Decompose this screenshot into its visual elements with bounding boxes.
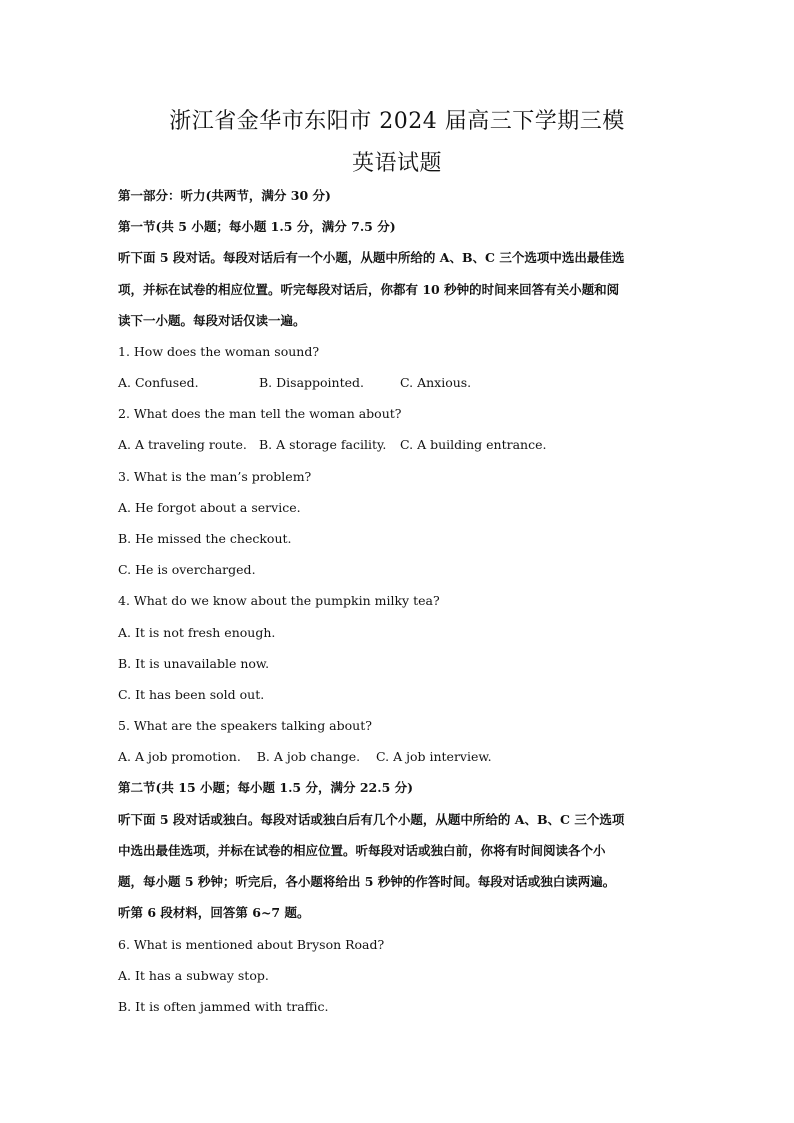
material-6-heading: 听第 6 段材料，回答第 6~7 题。	[118, 905, 310, 920]
section1-instructions-line1: 听下面 5 段对话。每段对话后有一个小题，从题中所给的 A、B、C 三个选项中选出最佳选	[118, 250, 625, 265]
section2-instructions-line1: 听下面 5 段对话或独白。每段对话或独白后有几个小题，从题中所给的 A、B、C 三个选项	[118, 812, 625, 827]
question-6-stem: 6. What is mentioned about Bryson Road?	[118, 937, 385, 952]
question-1-option-c: C. Anxious.	[400, 375, 472, 390]
question-4-option-c: C. It has been sold out.	[118, 687, 265, 702]
section2-heading: 第二节(共 15 小题；每小题 1.5 分，满分 22.5 分)	[118, 780, 414, 795]
question-1-option-a: A. Confused.	[118, 375, 199, 390]
question-4-stem: 4. What do we know about the pumpkin milky tea?	[118, 593, 440, 608]
question-6-option-b: B. It is often jammed with traffic.	[118, 999, 329, 1014]
section2-instructions-line3: 题，每小题 5 秒钟；听完后，各小题将给出 5 秒钟的作答时间。每段对话或独白读两遍。	[118, 874, 616, 889]
question-3-option-a: A. He forgot about a service.	[118, 500, 301, 515]
question-3-stem: 3. What is the man’s problem?	[118, 469, 312, 484]
section1-instructions-line3: 读下一小题。每段对话仅读一遍。	[118, 313, 306, 328]
question-1-stem: 1. How does the woman sound?	[118, 344, 320, 359]
question-3-option-b: B. He missed the checkout.	[118, 531, 292, 546]
question-6-option-a: A. It has a subway stop.	[118, 968, 269, 983]
question-2-stem: 2. What does the man tell the woman about?	[118, 406, 402, 421]
question-2-option-a: A. A traveling route.	[118, 437, 247, 452]
part1-heading: 第一部分：听力(共两节，满分 30 分)	[118, 188, 331, 203]
section2-instructions-line2: 中选出最佳选项，并标在试卷的相应位置。听每段对话或独白前，你将有时间阅读各个小	[118, 843, 606, 858]
question-5-options: A. A job promotion. B. A job change. C. A job interview.	[118, 749, 492, 764]
exam-subtitle: 英语试题	[351, 151, 442, 176]
question-2-option-b: B. A storage facility.	[259, 437, 387, 452]
section1-instructions-line2: 项，并标在试卷的相应位置。听完每段对话后，你都有 10 秒钟的时间来回答有关小题和阅	[118, 282, 620, 297]
question-4-option-a: A. It is not fresh enough.	[118, 625, 276, 640]
question-4-option-b: B. It is unavailable now.	[118, 656, 270, 671]
section1-heading: 第一节(共 5 小题；每小题 1.5 分，满分 7.5 分)	[118, 219, 396, 234]
question-2-option-c: C. A building entrance.	[400, 437, 547, 452]
question-3-option-c: C. He is overcharged.	[118, 562, 256, 577]
exam-title: 浙江省金华市东阳市 2024 届高三下学期三模	[169, 109, 625, 134]
question-5-stem: 5. What are the speakers talking about?	[118, 718, 372, 733]
question-1-option-b: B. Disappointed.	[259, 375, 364, 390]
